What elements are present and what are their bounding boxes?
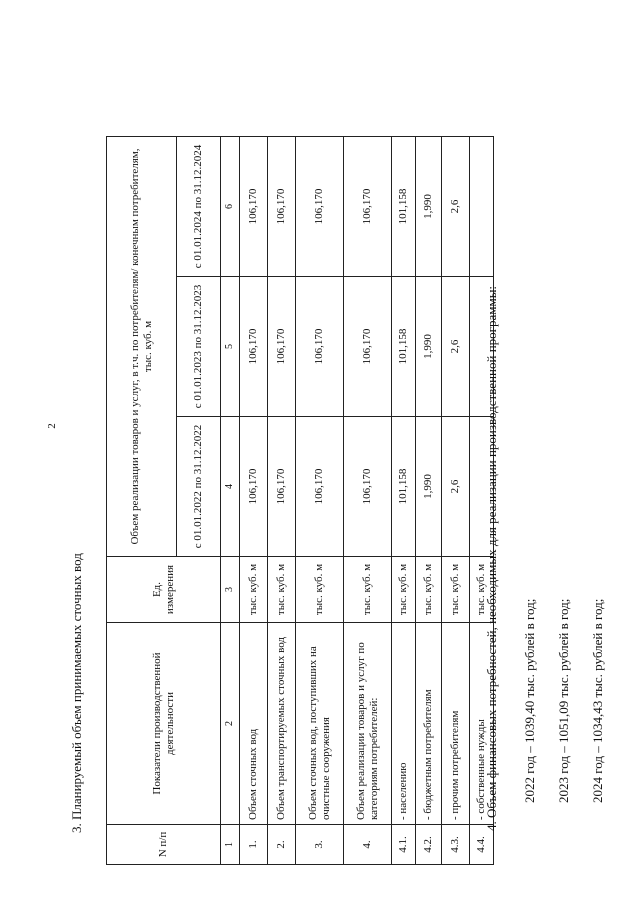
table-row <box>268 137 296 865</box>
row-unit: тыс. куб. м <box>296 557 344 623</box>
row-unit: тыс. куб. м <box>416 557 442 623</box>
row-indicator: - прочим потребителям <box>442 623 470 825</box>
table-row <box>442 137 470 865</box>
row-value-2024: 1,990 <box>416 137 442 277</box>
row-value-2024: 106,170 <box>240 137 268 277</box>
column-number: 2 <box>221 623 240 825</box>
page-number: 2 <box>46 423 58 429</box>
row-indicator: Объем сточных вод, поступивших на очистные сооружения <box>296 623 344 825</box>
row-number: 4.1. <box>392 825 416 865</box>
row-value-2024: 2,6 <box>442 137 470 277</box>
row-value-2022: 106,170 <box>344 417 392 557</box>
row-number: 4.3. <box>442 825 470 865</box>
column-number: 4 <box>221 417 240 557</box>
column-number: 3 <box>221 557 240 623</box>
row-unit: тыс. куб. м <box>470 557 494 623</box>
row-value-2022: 106,170 <box>268 417 296 557</box>
row-value-2022: 106,170 <box>296 417 344 557</box>
finance-line-2022: 2022 год – 1039,40 тыс. рублей в год; <box>522 598 537 803</box>
header-num: N п/п <box>107 825 221 865</box>
row-value-2024 <box>470 137 494 277</box>
row-value-2024: 101,158 <box>392 137 416 277</box>
row-value-2024: 106,170 <box>268 137 296 277</box>
table-row <box>240 137 268 865</box>
header-group: Объем реализации товаров и услуг, в т.ч. по потребителям/ конечным потребителям, тыс. куб. м <box>107 137 177 557</box>
row-indicator: - собственные нужды <box>470 623 494 825</box>
row-value-2023: 106,170 <box>296 277 344 417</box>
finance-line-2023: 2023 год – 1051,09 тыс. рублей в год; <box>556 598 571 803</box>
row-value-2023: 1,990 <box>416 277 442 417</box>
row-unit: тыс. куб. м <box>442 557 470 623</box>
section-4-heading: 4. Объем финансовых потребностей, необходимых для реализации производственной программы: <box>484 285 499 831</box>
row-value-2023: 106,170 <box>268 277 296 417</box>
header-unit: Ед. измерения <box>107 557 221 623</box>
row-value-2022: 101,158 <box>392 417 416 557</box>
section-3-heading: 3. Планируемый объем принимаемых сточных вод <box>69 553 84 833</box>
table-row <box>296 137 344 865</box>
row-value-2023: 106,170 <box>240 277 268 417</box>
column-number: 5 <box>221 277 240 417</box>
row-indicator: Объем сточных вод <box>240 623 268 825</box>
header-indicator: Показатели производственной деятельности <box>107 623 221 825</box>
row-number: 4.2. <box>416 825 442 865</box>
finance-line-2024: 2024 год – 1034,43 тыс. рублей в год; <box>590 598 605 803</box>
row-number: 4.4. <box>470 825 494 865</box>
production-volume-table <box>106 136 494 865</box>
table-header-row <box>107 137 177 865</box>
row-value-2022: 2,6 <box>442 417 470 557</box>
header-period-2022: с 01.01.2022 по 31.12.2022 <box>177 417 221 557</box>
row-value-2024: 106,170 <box>344 137 392 277</box>
row-number: 1. <box>240 825 268 865</box>
row-value-2023: 101,158 <box>392 277 416 417</box>
column-number: 1 <box>221 825 240 865</box>
table-column-number-row <box>221 137 240 865</box>
table-row <box>344 137 392 865</box>
row-value-2022: 106,170 <box>240 417 268 557</box>
row-value-2024: 106,170 <box>296 137 344 277</box>
header-period-2024: с 01.01.2024 по 31.12.2024 <box>177 137 221 277</box>
row-value-2022: 1,990 <box>416 417 442 557</box>
row-indicator: - бюджетным потребителям <box>416 623 442 825</box>
row-unit: тыс. куб. м <box>344 557 392 623</box>
row-indicator: Объем реализации товаров и услуг по категориям потребителей: <box>344 623 392 825</box>
table-row <box>392 137 416 865</box>
row-indicator: - населению <box>392 623 416 825</box>
row-unit: тыс. куб. м <box>392 557 416 623</box>
header-period-2023: с 01.01.2023 по 31.12.2023 <box>177 277 221 417</box>
row-unit: тыс. куб. м <box>240 557 268 623</box>
row-number: 3. <box>296 825 344 865</box>
row-indicator: Объем транспортируемых сточных вод <box>268 623 296 825</box>
row-number: 2. <box>268 825 296 865</box>
row-value-2023: 106,170 <box>344 277 392 417</box>
row-number: 4. <box>344 825 392 865</box>
row-unit: тыс. куб. м <box>268 557 296 623</box>
row-value-2023: 2,6 <box>442 277 470 417</box>
table-row <box>416 137 442 865</box>
column-number: 6 <box>221 137 240 277</box>
